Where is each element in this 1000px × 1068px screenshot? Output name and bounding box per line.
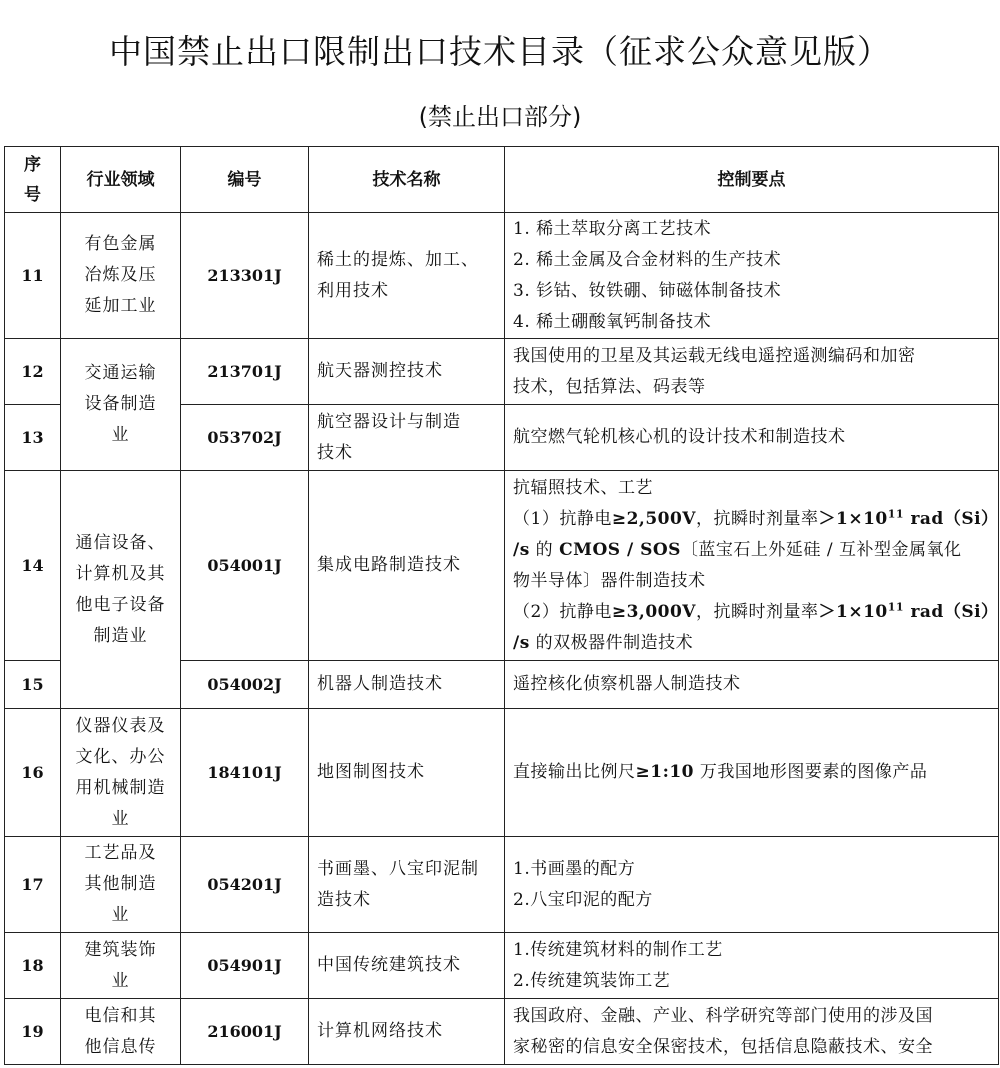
- text-span: CMOS / SOS: [559, 539, 681, 560]
- header-seq-label: 序号: [24, 154, 41, 205]
- industry-label: 工艺品及其他制造业: [84, 843, 157, 925]
- text-span: 的: [529, 539, 560, 560]
- control-line: 2.八宝印泥的配方: [513, 889, 653, 910]
- table-row: [5, 837, 999, 933]
- row-control: [505, 837, 999, 933]
- control-line: 抗辐照技术、工艺: [513, 477, 653, 498]
- row-name: 航天器测控技术: [309, 339, 505, 405]
- row-control: [505, 999, 999, 1065]
- row-name: 计算机网络技术: [309, 999, 505, 1065]
- superscript: 11: [887, 599, 905, 613]
- row-code: 054002J: [181, 661, 309, 709]
- control-line: 技术，包括算法、码表等: [513, 376, 706, 397]
- text-span: （1）抗静电: [513, 508, 612, 529]
- row-seq: 15: [5, 661, 61, 709]
- table-header-row: [5, 147, 999, 213]
- row-seq: 13: [5, 405, 61, 471]
- header-name: 技术名称: [309, 147, 505, 213]
- text-span: 万我国地形图要素的图像产品: [694, 762, 928, 782]
- text-span: rad（Si）: [904, 601, 999, 622]
- table-row: [5, 471, 999, 661]
- text-span: /s: [513, 632, 530, 653]
- tech-name: 航空器设计与制造技术: [317, 411, 461, 463]
- text-span: 〔蓝宝石上外延硅 / 互补型金属氧化: [680, 539, 962, 560]
- row-name: 集成电路制造技术: [309, 471, 505, 661]
- control-line: 3. 钐钴、钕铁硼、铈磁体制备技术: [513, 280, 782, 301]
- header-industry: 行业领域: [61, 147, 181, 213]
- control-line: 1. 稀土萃取分离工艺技术: [513, 218, 712, 239]
- text-span: ＞1×10: [818, 601, 888, 622]
- row-control: [505, 661, 999, 709]
- row-industry: [61, 213, 181, 339]
- text-span: ＞1×10: [818, 508, 888, 529]
- text-span: ≥3,000V: [611, 601, 696, 622]
- header-seq: [5, 147, 61, 213]
- control-line: 2. 稀土金属及合金材料的生产技术: [513, 249, 782, 270]
- document-title: 中国禁止出口限制出口技术目录（征求公众意见版）: [109, 32, 891, 71]
- row-industry: [61, 999, 181, 1065]
- control-line: 家秘密的信息安全保密技术，包括信息隐蔽技术、安全: [513, 1036, 933, 1057]
- header-control: 控制要点: [505, 147, 999, 213]
- text-span: 的双极器件制造技术: [529, 632, 694, 653]
- row-name: [309, 837, 505, 933]
- control-line: 1.传统建筑材料的制作工艺: [513, 939, 723, 960]
- row-code: 216001J: [181, 999, 309, 1065]
- control-line: 4. 稀土硼酸氧钙制备技术: [513, 311, 712, 332]
- industry-label: 交通运输设备制造业: [84, 363, 157, 445]
- text-span: /s: [513, 539, 530, 560]
- technology-catalog-table: [4, 146, 999, 1065]
- industry-label: 通信设备、计算机及其他电子设备制造业: [75, 532, 166, 646]
- row-control: [505, 933, 999, 999]
- row-seq: 16: [5, 709, 61, 837]
- row-code: 184101J: [181, 709, 309, 837]
- row-control: [505, 471, 999, 661]
- text-span: ≥1:10: [635, 762, 695, 782]
- text-span: 直接输出比例尺: [513, 762, 636, 782]
- control-line: 航空燃气轮机核心机的设计技术和制造技术: [513, 427, 846, 447]
- row-control: [505, 405, 999, 471]
- row-seq: 17: [5, 837, 61, 933]
- table-row: [5, 213, 999, 339]
- row-code: 213301J: [181, 213, 309, 339]
- row-industry: [61, 837, 181, 933]
- row-code: 054001J: [181, 471, 309, 661]
- text-span: （2）抗静电: [513, 601, 612, 622]
- superscript: 11: [887, 506, 905, 520]
- control-line: 2.传统建筑装饰工艺: [513, 970, 671, 991]
- control-line: 我国政府、金融、产业、科学研究等部门使用的涉及国: [513, 1005, 933, 1026]
- control-line: [513, 504, 999, 535]
- row-control: [505, 709, 999, 837]
- control-line: 我国使用的卫星及其运载无线电遥控遥测编码和加密: [513, 345, 916, 366]
- control-line: [513, 628, 990, 659]
- row-name: [309, 213, 505, 339]
- control-line: [513, 757, 990, 788]
- row-industry: [61, 709, 181, 837]
- table-row: [5, 709, 999, 837]
- control-line: 遥控核化侦察机器人制造技术: [513, 674, 741, 694]
- text-span: ，抗瞬时剂量率: [696, 508, 819, 529]
- row-seq: 11: [5, 213, 61, 339]
- row-code: 054201J: [181, 837, 309, 933]
- row-control: [505, 339, 999, 405]
- row-seq: 12: [5, 339, 61, 405]
- table-row: [5, 933, 999, 999]
- table-row: [5, 339, 999, 405]
- control-line: 物半导体〕器件制造技术: [513, 570, 706, 591]
- text-span: ，抗瞬时剂量率: [696, 601, 819, 622]
- table-row: [5, 999, 999, 1065]
- document-subtitle: (禁止出口部分): [418, 103, 582, 131]
- row-seq: 19: [5, 999, 61, 1065]
- row-code: 053702J: [181, 405, 309, 471]
- industry-label: 仪器仪表及文化、办公用机械制造业: [75, 715, 166, 829]
- industry-label: 建筑装饰业: [84, 939, 157, 991]
- control-line: [513, 597, 999, 628]
- tech-name: 稀土的提炼、加工、利用技术: [317, 249, 479, 301]
- row-seq: 14: [5, 471, 61, 661]
- row-industry: [61, 933, 181, 999]
- row-code: 054901J: [181, 933, 309, 999]
- text-span: ≥2,500V: [611, 508, 696, 529]
- row-name: [309, 405, 505, 471]
- row-name: 地图制图技术: [309, 709, 505, 837]
- row-name: 机器人制造技术: [309, 661, 505, 709]
- text-span: rad（Si）: [904, 508, 999, 529]
- row-seq: 18: [5, 933, 61, 999]
- tech-name: 书画墨、八宝印泥制造技术: [317, 858, 479, 910]
- row-control: [505, 213, 999, 339]
- row-name: 中国传统建筑技术: [309, 933, 505, 999]
- industry-label: 电信和其他信息传: [84, 1005, 157, 1057]
- row-industry: [61, 339, 181, 471]
- control-line: [513, 535, 990, 566]
- industry-label: 有色金属冶炼及压延加工业: [84, 234, 157, 316]
- row-industry: [61, 471, 181, 709]
- control-line: 1.书画墨的配方: [513, 858, 636, 879]
- header-code: 编号: [181, 147, 309, 213]
- row-code: 213701J: [181, 339, 309, 405]
